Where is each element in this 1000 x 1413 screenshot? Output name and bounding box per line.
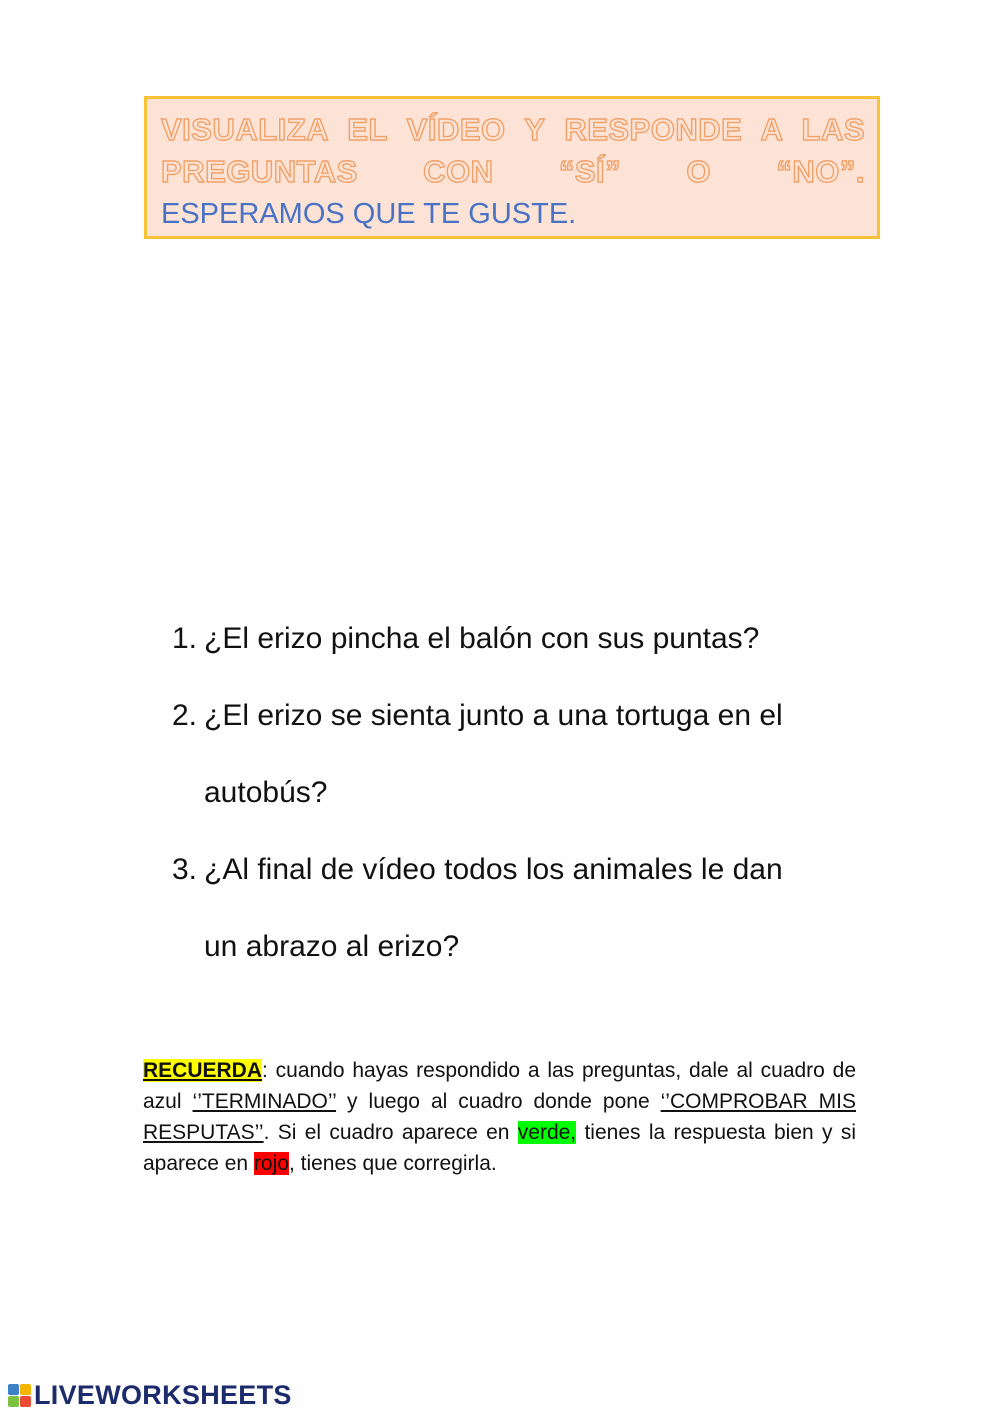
reminder-label: RECUERDA bbox=[143, 1059, 263, 1082]
comprobar-reference: ‘’COMPROBAR MIS RESPUTAS’’ bbox=[143, 1090, 856, 1144]
logo-square bbox=[8, 1384, 19, 1395]
title-word: “SÍ” bbox=[558, 154, 622, 189]
question-text-continued: autobús? bbox=[204, 776, 328, 809]
title-subtitle: ESPERAMOS QUE TE GUSTE. bbox=[161, 198, 577, 230]
note-text: y luego al cuadro donde pone bbox=[336, 1090, 661, 1113]
note-text: : cuando hayas respondido a las preguntas, dale al cuadro de azul bbox=[143, 1059, 856, 1113]
title-word: EL bbox=[347, 112, 388, 147]
title-box bbox=[144, 96, 880, 239]
question-text: ¿Al final de vídeo todos los animales le dan bbox=[204, 853, 783, 886]
title-word: “NO”. bbox=[776, 154, 865, 189]
rojo-highlight: rojo bbox=[253, 1152, 289, 1175]
title-word: LAS bbox=[801, 112, 866, 147]
verde-highlight: verde, bbox=[517, 1121, 577, 1144]
question-text: ¿El erizo pincha el balón con sus puntas? bbox=[204, 622, 760, 655]
question-item bbox=[170, 600, 870, 677]
title-word: RESPONDE bbox=[564, 112, 743, 147]
reminder-note bbox=[143, 1055, 856, 1179]
footer-brand bbox=[8, 1378, 292, 1412]
question-number: 2. bbox=[172, 699, 198, 732]
question-text: ¿El erizo se sienta junto a una tortuga en el bbox=[204, 699, 783, 732]
question-list bbox=[170, 600, 870, 985]
title-word: A bbox=[760, 112, 783, 147]
title-line-2 bbox=[161, 151, 865, 193]
title-word: Y bbox=[524, 112, 545, 147]
question-item bbox=[170, 831, 870, 985]
title-word: CON bbox=[423, 154, 494, 189]
terminado-reference: ‘’TERMINADO’’ bbox=[192, 1090, 337, 1113]
note-text: , tienes que corregirla. bbox=[288, 1152, 497, 1175]
logo-square bbox=[8, 1396, 19, 1407]
title-word: PREGUNTAS bbox=[161, 154, 358, 189]
note-text: . Si el cuadro aparece en bbox=[263, 1121, 518, 1144]
question-number: 3. bbox=[172, 853, 198, 886]
question-number: 1. bbox=[172, 622, 198, 655]
note-text: tienes la respuesta bien y si aparece en bbox=[143, 1121, 856, 1175]
title-word: O bbox=[686, 154, 712, 189]
question-item bbox=[170, 677, 870, 831]
title-line-1 bbox=[161, 109, 865, 151]
title-word: VISUALIZA bbox=[161, 112, 328, 147]
question-text-continued: un abrazo al erizo? bbox=[204, 930, 460, 963]
logo-square bbox=[20, 1384, 31, 1395]
liveworksheets-logo-icon bbox=[8, 1384, 31, 1407]
brand-name: LIVEWORKSHEETS bbox=[34, 1379, 292, 1410]
logo-square bbox=[20, 1396, 31, 1407]
title-word: VÍDEO bbox=[406, 112, 506, 147]
